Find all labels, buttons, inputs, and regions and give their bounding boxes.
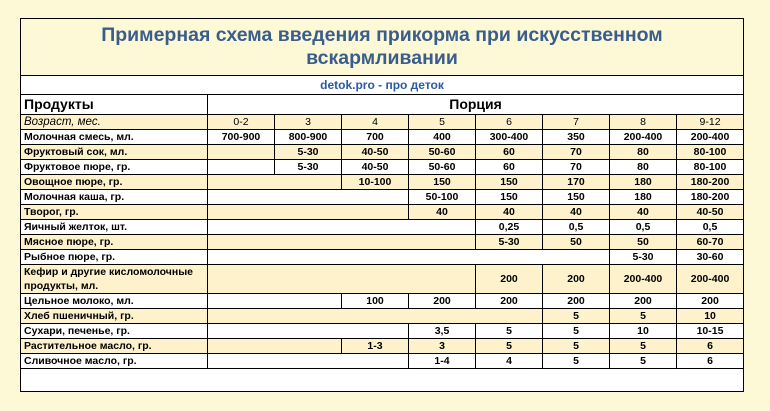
- portion-cell: 150: [409, 175, 476, 190]
- portion-cell: 180: [610, 190, 677, 205]
- portion-cell: 200: [543, 265, 610, 294]
- product-name: Хлеб пшеничный, гр.: [21, 309, 208, 324]
- portion-cell: 0,5: [543, 220, 610, 235]
- age-cell: 4: [342, 115, 409, 130]
- portion-cell: 200: [543, 294, 610, 309]
- portion-cell: 400: [409, 130, 476, 145]
- portion-cell: 700-900: [208, 130, 275, 145]
- portion-cell: 5-30: [610, 250, 677, 265]
- empty-cell: [208, 354, 409, 369]
- portion-cell: 300-400: [476, 130, 543, 145]
- portion-cell: 5: [476, 339, 543, 354]
- portion-cell: 200-400: [677, 265, 744, 294]
- age-cell: 7: [543, 115, 610, 130]
- empty-cell: [208, 339, 342, 354]
- empty-cell: [208, 309, 543, 324]
- portion-cell: 180: [610, 175, 677, 190]
- portion-cell: 3,5: [409, 324, 476, 339]
- portion-cell: 150: [476, 190, 543, 205]
- portion-cell: 800-900: [275, 130, 342, 145]
- empty-cell: [208, 294, 342, 309]
- portion-cell: 200-400: [610, 130, 677, 145]
- empty-cell: [208, 175, 342, 190]
- portion-cell: 5: [543, 324, 610, 339]
- portion-cell: 1-3: [342, 339, 409, 354]
- age-cell: 8: [610, 115, 677, 130]
- table-row: [21, 294, 744, 309]
- empty-cell: [208, 205, 409, 220]
- portion-cell: 10-100: [342, 175, 409, 190]
- product-name: Цельное молоко, мл.: [21, 294, 208, 309]
- table-row: [21, 145, 744, 160]
- table-row: [21, 220, 744, 235]
- site-caption: detok.pro - про деток: [21, 75, 743, 94]
- empty-cell: [208, 324, 409, 339]
- portion-cell: 50: [543, 235, 610, 250]
- age-cell: 5: [409, 115, 476, 130]
- portion-cell: 100: [342, 294, 409, 309]
- portion-cell: 40-50: [677, 205, 744, 220]
- portion-cell: 80: [610, 145, 677, 160]
- portion-cell: 80-100: [677, 145, 744, 160]
- empty-cell: [208, 190, 409, 205]
- portion-cell: 200: [476, 265, 543, 294]
- page-title: Примерная схема введения прикорма при искусственном вскармливании: [21, 19, 743, 75]
- portion-cell: 5: [476, 324, 543, 339]
- age-cell: 3: [275, 115, 342, 130]
- portion-cell: 50-60: [409, 160, 476, 175]
- portion-cell: 40: [409, 205, 476, 220]
- portion-cell: 5: [610, 354, 677, 369]
- product-name: Сухари, печенье, гр.: [21, 324, 208, 339]
- product-name: Сливочное масло, гр.: [21, 354, 208, 369]
- product-name: Кефир и другие кисломолочные продукты, мл.: [21, 265, 208, 294]
- feeding-schedule-document: [20, 18, 744, 392]
- portion-cell: 5: [543, 339, 610, 354]
- empty-cell: [208, 235, 476, 250]
- product-name: Мясное пюре, гр.: [21, 235, 208, 250]
- portion-cell: 150: [476, 175, 543, 190]
- table-body: [21, 95, 744, 369]
- portion-cell: 200: [476, 294, 543, 309]
- portion-cell: 6: [677, 339, 744, 354]
- portion-cell: 1-4: [409, 354, 476, 369]
- empty-cell: [208, 265, 476, 294]
- portion-cell: 5: [543, 309, 610, 324]
- portion-cell: 0,5: [677, 220, 744, 235]
- portion-cell: 5: [610, 339, 677, 354]
- product-name: Растительное масло, гр.: [21, 339, 208, 354]
- table-row: [21, 130, 744, 145]
- table-row: [21, 250, 744, 265]
- portion-cell: 200: [677, 294, 744, 309]
- portion-cell: 6: [677, 354, 744, 369]
- portion-cell: 40-50: [342, 160, 409, 175]
- empty-cell: [208, 220, 476, 235]
- portion-cell: 180-200: [677, 190, 744, 205]
- portion-cell: 50-60: [409, 145, 476, 160]
- portion-cell: 5-30: [275, 160, 342, 175]
- product-name: Молочная каша, гр.: [21, 190, 208, 205]
- product-name: Молочная смесь, мл.: [21, 130, 208, 145]
- portion-cell: 170: [543, 175, 610, 190]
- portion-cell: 200-400: [677, 130, 744, 145]
- table-row: [21, 265, 744, 294]
- portion-cell: 200: [610, 294, 677, 309]
- portion-cell: 5: [610, 309, 677, 324]
- product-name: Фруктовый сок, мл.: [21, 145, 208, 160]
- portion-cell: 200-400: [610, 265, 677, 294]
- products-header: Продукты: [21, 95, 208, 115]
- product-name: Творог, гр.: [21, 205, 208, 220]
- table-row: [21, 324, 744, 339]
- table-row: [21, 235, 744, 250]
- empty-cell: [208, 145, 275, 160]
- age-cell: 6: [476, 115, 543, 130]
- table-row: [21, 339, 744, 354]
- portion-cell: 10: [610, 324, 677, 339]
- product-name: Яичный желток, шт.: [21, 220, 208, 235]
- portion-cell: 3: [409, 339, 476, 354]
- product-name: Рыбное пюре, гр.: [21, 250, 208, 265]
- age-label: Возраст, мес.: [21, 115, 208, 130]
- portion-cell: 40: [543, 205, 610, 220]
- portion-cell: 70: [543, 145, 610, 160]
- header-row: [21, 95, 744, 115]
- portion-cell: 700: [342, 130, 409, 145]
- portion-cell: 200: [409, 294, 476, 309]
- table-row: [21, 190, 744, 205]
- empty-cell: [208, 250, 610, 265]
- portion-cell: 50: [610, 235, 677, 250]
- portion-cell: 60: [476, 145, 543, 160]
- portion-cell: 10: [677, 309, 744, 324]
- product-name: Фруктовое пюре, гр.: [21, 160, 208, 175]
- table-row: [21, 309, 744, 324]
- portion-cell: 4: [476, 354, 543, 369]
- feeding-table: [20, 94, 744, 369]
- age-cell: 0-2: [208, 115, 275, 130]
- portion-cell: 5-30: [476, 235, 543, 250]
- portion-cell: 5: [543, 354, 610, 369]
- portion-cell: 40: [476, 205, 543, 220]
- portion-cell: 40: [610, 205, 677, 220]
- table-row: [21, 175, 744, 190]
- portion-cell: 40-50: [342, 145, 409, 160]
- portion-cell: 0,5: [610, 220, 677, 235]
- empty-cell: [208, 160, 275, 175]
- portion-cell: 50-100: [409, 190, 476, 205]
- portion-cell: 180-200: [677, 175, 744, 190]
- portion-cell: 80: [610, 160, 677, 175]
- table-row: [21, 205, 744, 220]
- product-name: Овощное пюре, гр.: [21, 175, 208, 190]
- portion-cell: 70: [543, 160, 610, 175]
- age-cell: 9-12: [677, 115, 744, 130]
- portion-cell: 60-70: [677, 235, 744, 250]
- portion-header: Порция: [208, 95, 744, 115]
- portion-cell: 80-100: [677, 160, 744, 175]
- table-row: [21, 354, 744, 369]
- portion-cell: 350: [543, 130, 610, 145]
- portion-cell: 0,25: [476, 220, 543, 235]
- portion-cell: 150: [543, 190, 610, 205]
- portion-cell: 5-30: [275, 145, 342, 160]
- table-row: [21, 160, 744, 175]
- portion-cell: 30-60: [677, 250, 744, 265]
- portion-cell: 60: [476, 160, 543, 175]
- portion-cell: 10-15: [677, 324, 744, 339]
- age-row: [21, 115, 744, 130]
